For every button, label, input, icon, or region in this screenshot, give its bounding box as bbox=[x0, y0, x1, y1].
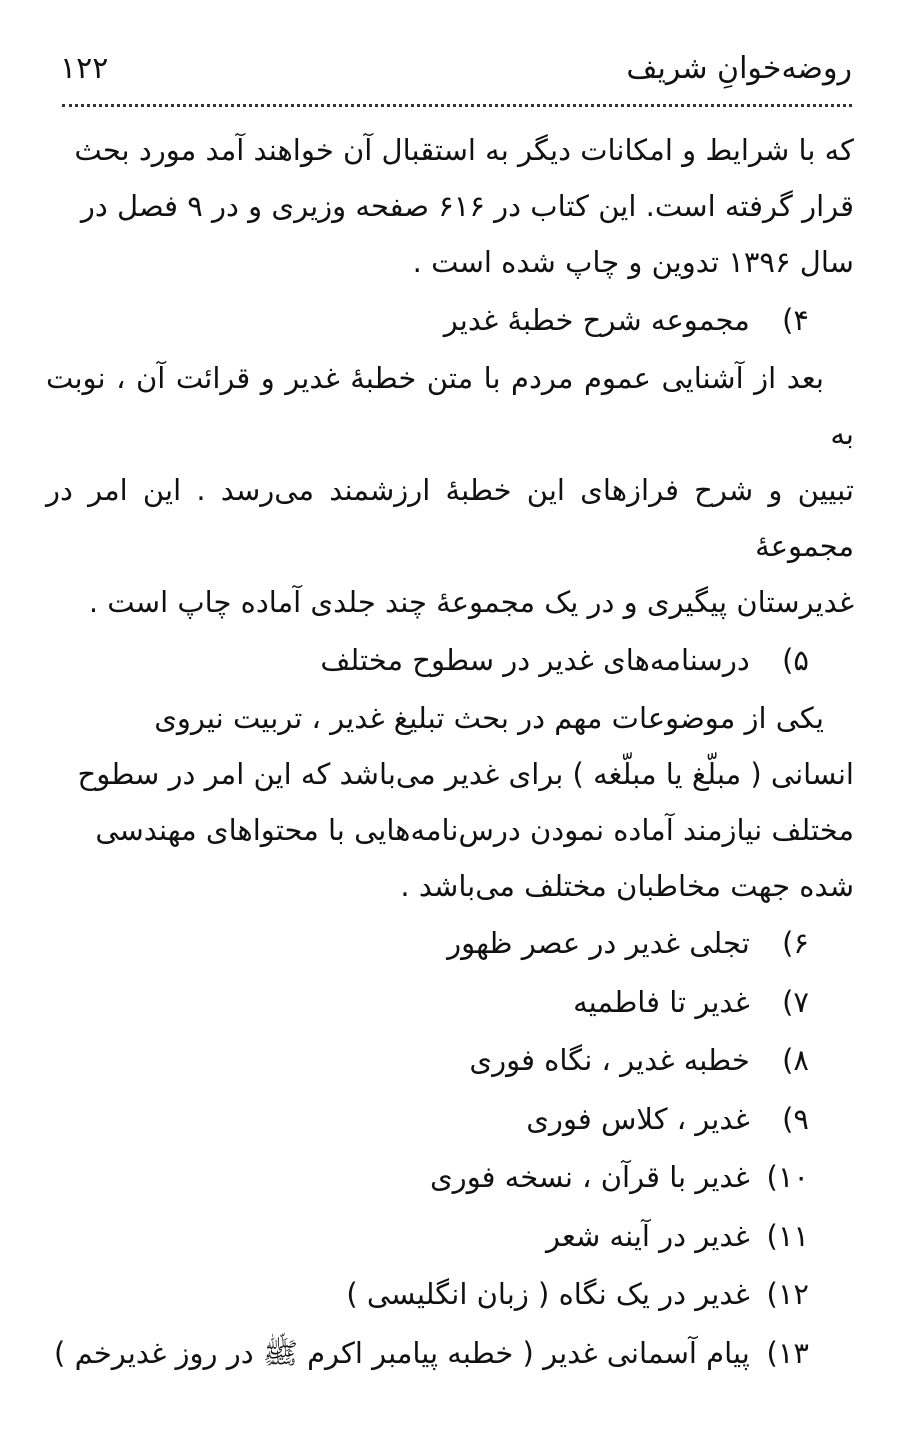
list-number: ۶) bbox=[782, 926, 809, 960]
list-text: غدیر تا فاطمیه bbox=[573, 984, 750, 1019]
paragraph-line: مختلف نیازمند آماده نمودن درس‌نامه‌هایی با محتواهای مهندسی bbox=[95, 813, 854, 847]
list-text: غدیر در یک نگاه ( زبان انگلیسی ) bbox=[346, 1277, 750, 1311]
list-text: پیام آسمانی غدیر ( خطبه پیامبر اکرم ﷺ در روز غدیرخم ) bbox=[54, 1335, 750, 1370]
section-heading-4 bbox=[46, 292, 854, 348]
list-item bbox=[46, 1324, 854, 1382]
list-item bbox=[46, 1090, 854, 1149]
book-title: روضه‌خوانِ شریف bbox=[626, 50, 852, 86]
heading-text: درسنامه‌های غدیر در سطوح مختلف bbox=[320, 643, 750, 677]
list-text: غدیر با قرآن ، نسخه فوری bbox=[429, 1160, 750, 1194]
list-number: ۸) bbox=[782, 1043, 809, 1077]
page-number: ۱۲۲ bbox=[60, 50, 109, 86]
heading-text: مجموعه شرح خطبهٔ غدیر bbox=[443, 303, 750, 337]
page-body bbox=[46, 122, 854, 1382]
list-text: خطبه غدیر ، نگاه فوری bbox=[469, 1043, 750, 1077]
paragraph-line: قرار گرفته است. این کتاب در ۶۱۶ صفحه وزیری و در ۹ فصل در bbox=[80, 189, 854, 223]
list-number: ۱۱) bbox=[766, 1218, 809, 1253]
paragraph-line: سال ۱۳۹۶ تدوین و چاپ شده است . bbox=[412, 245, 854, 279]
list-item bbox=[46, 914, 854, 973]
list-number: ۱۳) bbox=[766, 1335, 809, 1370]
list-text: غدیر در آینه شعر bbox=[546, 1218, 750, 1253]
list-item bbox=[46, 973, 854, 1032]
list-text: غدیر ، کلاس فوری bbox=[526, 1101, 750, 1136]
header-divider bbox=[62, 104, 852, 107]
list-item bbox=[46, 1207, 854, 1266]
paragraph-line: بعد از آشنایی عموم مردم با متن خطبهٔ غدیر و قرائت آن ، نوبت به bbox=[46, 361, 854, 451]
list-number: ۱۰) bbox=[766, 1160, 809, 1194]
section-heading-5 bbox=[46, 632, 854, 688]
list-item bbox=[46, 1031, 854, 1090]
list-item bbox=[46, 1265, 854, 1324]
list-text: تجلی غدیر در عصر ظهور bbox=[447, 926, 750, 960]
heading-number: ۵) bbox=[782, 643, 809, 677]
paragraph-line: شده جهت مخاطبان مختلف می‌باشد . bbox=[400, 869, 854, 903]
paragraph-line: یکی از موضوعات مهم در بحث تبلیغ غدیر ، تربیت نیروی bbox=[154, 701, 824, 735]
list-number: ۷) bbox=[782, 984, 809, 1019]
heading-number: ۴) bbox=[782, 303, 809, 337]
paragraph-line: که با شرایط و امکانات دیگر به استقبال آن خواهند آمد مورد بحث bbox=[74, 133, 854, 167]
paragraph-line: انسانی ( مبلّغ یا مبلّغه ) برای غدیر می‌باشد که این امر در سطوح bbox=[77, 757, 854, 791]
page-header bbox=[60, 38, 852, 98]
paragraph-line: غدیرستان پیگیری و در یک مجموعهٔ چند جلدی آماده چاپ است . bbox=[88, 585, 854, 619]
list-number: ۱۲) bbox=[766, 1277, 809, 1311]
list-number: ۹) bbox=[782, 1101, 809, 1136]
list-item bbox=[46, 1148, 854, 1207]
paragraph-line: تبیین و شرح فرازهای این خطبهٔ ارزشمند می‌رسد . این امر در مجموعهٔ bbox=[46, 473, 854, 563]
